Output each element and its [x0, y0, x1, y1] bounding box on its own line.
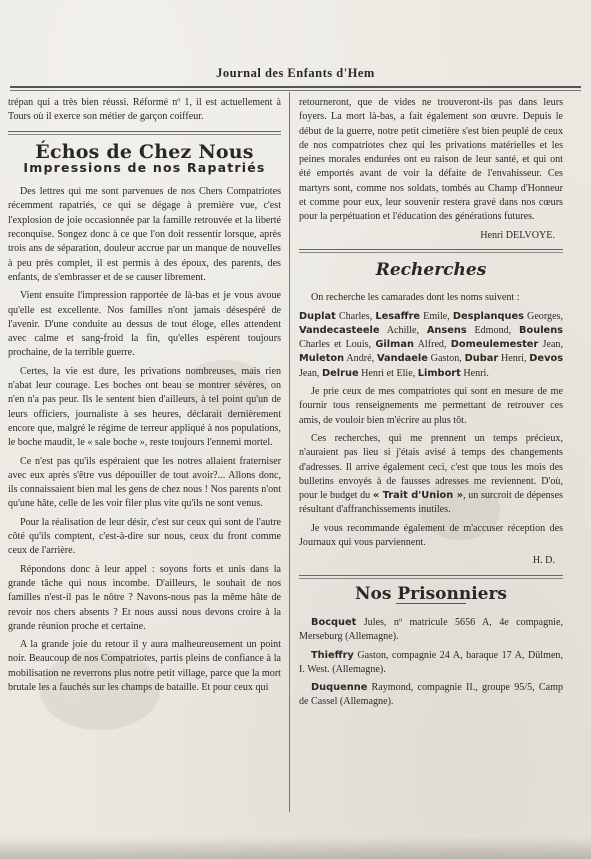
- prisoner-name: Thieffry: [311, 649, 354, 661]
- right-column: [299, 96, 563, 714]
- section-rule-thin: [8, 134, 281, 135]
- searched-name: Domeulemester: [450, 339, 539, 351]
- prisoner-entry: [299, 616, 563, 645]
- searched-name: Lesaffre: [375, 310, 421, 322]
- masthead-rule: [10, 86, 581, 88]
- searched-firstname: Charles,: [338, 310, 373, 322]
- searched-name: Ansens: [426, 324, 467, 336]
- article-paragraph: Ce n'est pas qu'ils espéraient que les notres allaient fraterniser avec eux après s'être vus dépouiller de tout avoir?... Allons donc, ils connaissaient bien mal les gens de chez nous ! Nos parents n'ont qu'une hâte, celle de les voir filer plus vite qu'ils ne sont venus.: [8, 455, 281, 510]
- left-intro-paragraph: trépan qui a très bien réussi. Réformé nº 1, il est actuellement à Tours où il exerce son métier de garçon coiffeur.: [8, 97, 281, 123]
- article-paragraph: Des lettres qui me sont parvenues de nos Chers Compatriotes récemment rapatriés, ce qui se dégage à première vue, c'est l'explosion de joie occasionnée par la famille retrouvée et la liberté reconquise. Songez donc à ce que l'on doit ressentir lorsque, après trois ans de séparation, douleur accrue par un manque de nouvelles à peu près complet, il est permis à des époux, des parents, des enfants, de s'embrasser et de se causer librement.: [8, 186, 281, 283]
- searched-firstname: Achille,: [386, 324, 419, 336]
- prisoner-details: Raymond, compagnie II., groupe 95/5, Camp de Cassel (Allemagne).: [299, 682, 563, 708]
- searched-name: Boulens: [519, 324, 563, 336]
- section-title-recherches: Recherches: [375, 259, 487, 280]
- article-paragraph: Pour la réalisation de leur désir, c'est sur ceux qui sont de l'autre côté qu'ils comptent, c'est-à-dire sur nous, ceux du front comme ceux de l'arrière.: [8, 516, 281, 557]
- article-paragraph: Répondons donc à leur appel : soyons forts et unis dans la grande tâche qui nous incombe. D'ailleurs, le souhait de nos familles n'est-il pas le nôtre ? Navons-nous pas la même hâte de revoir nos chers absents ? Et nous aussi nous devons croire à la grande réunion proche et certaine.: [8, 563, 281, 632]
- searched-name: Desplanques: [452, 310, 524, 322]
- section-rule: [299, 575, 563, 576]
- prisoner-details: Gaston, compagnie 24 A, baraque 17 A, Dülmen, I. West. (Allemagne).: [299, 649, 563, 675]
- prisoner-name: Duquenne: [311, 682, 368, 694]
- section-title-echos: Échos de Chez Nous: [35, 140, 254, 163]
- searched-firstname: Emile,: [423, 310, 450, 322]
- searched-name: Delrue: [322, 367, 359, 379]
- publication-name: « Trait d'Union »: [372, 490, 464, 502]
- searched-name: Gilman: [375, 339, 414, 351]
- recherches-text: , un surcroit de dépenses résultant d'affranchissements inutiles.: [299, 490, 563, 516]
- article-paragraph: A la grande joie du retour il y aura malheureusement un point noir. Beaucoup de nos Compatriotes, partis pleins de confiance à la mobilisation ne reverrons plus notre petit village, parce que la mort brutale les a fauchés sur les champs de bataille. Et pour ceux qui: [8, 639, 281, 693]
- prisoner-name: Bocquet: [311, 616, 357, 628]
- section-rule-thin: [299, 252, 563, 253]
- searched-name: Vandaele: [376, 353, 428, 365]
- recherches-paragraph: Je vous recommande également de m'accuser réception des Journaux qui vous parviennent.: [299, 522, 563, 549]
- column-separator: [289, 92, 290, 812]
- prisoner-details: Jules, nº matricule 5656 A, 4e compagnie, Merseburg (Allemagne).: [299, 616, 563, 643]
- article-paragraph: Certes, la vie est dure, les privations nombreuses, mais rien n'abat leur courage. Les boches ont beau se montrer sévères, on n'en n'a pas peur. Ils le sentent bien d'ailleurs, à tel point qu'un de leurs officiers, journaliste à ses heures, déclarait dernièrement encore que, malgré le régime de terreur appliqué à nos populations, le boche maudit, le « sale boche », reste toujours l'ennemi mortel.: [8, 365, 281, 449]
- recherches-intro: On recherche les camarades dont les noms suivent :: [311, 292, 520, 304]
- masthead-rule-thin: [10, 90, 581, 91]
- signature: Henri DELVOYE.: [480, 229, 555, 241]
- page-bottom-edge: [0, 837, 591, 859]
- recherches-text: Ces recherches, qui me prennent un temps précieux, n'auraient pas lieu si j'étais avisé à temps des changements d'adresses. Il arrive également ceci, c'est que tous les mois des bulletins envoyés à de fausses adresses me reviennent. D'où, pour le budget du: [299, 432, 563, 502]
- searched-firstname: Henri,: [500, 353, 527, 365]
- searched-firstname: Alfred,: [417, 339, 447, 351]
- searched-name: Limbort: [417, 367, 461, 379]
- section-rule: [8, 131, 281, 132]
- searched-firstname: Jean,: [299, 367, 320, 379]
- searched-firstname: Henri et Elie,: [361, 367, 416, 379]
- section-rule-thin: [299, 578, 563, 579]
- recherches-paragraph: [299, 432, 563, 518]
- article-paragraph: Vient ensuite l'impression rapportée de là-bas et je vous avoue qu'elle est excellente. Nos familles n'ont jamais désespéré de l'avenir. D'une conduite au dessus de tout éloge, elles attendent avec calme et sang-froid la fin, qu'elles espèrent toujours prochaine, de la terrible guerre.: [8, 290, 281, 359]
- section-title-prisonniers: Nos Prisonniers: [355, 583, 507, 604]
- left-column: [8, 96, 281, 699]
- article-continuation: retourneront, que de vides ne trouveront-ils pas dans leurs foyers. La mort là-bas, a fait également son œuvre. Depuis le début de la guerre, notre petit cimetière s'est bien peuplé de ceux de nos compatriotes chez qui les privations matérielles et les peines morales endurées ont eu raison de leur santé, et qui ont été emportés avant de voir la défaite de l'envahisseur. Ces martyrs sont, comme nos soldats, tombés au Champ d'Honneur et comme pour eux, leur souvenir restera gravé dans nos cœurs pour la perpétuation et l'éducation des générations futures.: [299, 97, 563, 223]
- searched-name: Devos: [529, 353, 564, 365]
- searched-firstname: Georges,: [527, 310, 564, 322]
- searched-firstname: Jean,: [542, 339, 564, 351]
- searched-name: Duplat: [299, 310, 336, 322]
- searched-firstname: Edmond,: [474, 324, 512, 336]
- prisoner-entry: [299, 649, 563, 678]
- masthead: Journal des Enfants d'Hem: [216, 66, 375, 80]
- section-rule: [299, 249, 563, 250]
- section-subtitle-impressions: Impressions de nos Rapatriés: [23, 159, 266, 175]
- recherches-paragraph: Je prie ceux de mes compatriotes qui sont en mesure de me fournir tous renseignements me permettant de retrouver ces amis, de vouloir bien m'écrire au plus tôt.: [299, 386, 563, 426]
- signature: H. D.: [532, 555, 555, 567]
- searched-name: Muleton: [299, 353, 345, 365]
- searched-firstname: André,: [346, 353, 375, 365]
- searched-firstname: Henri.: [463, 367, 489, 379]
- searched-firstname: Charles et Louis,: [299, 339, 372, 351]
- searched-name: Vandecasteele: [299, 324, 380, 336]
- searched-name: Dubar: [464, 353, 499, 365]
- prisoner-entry: [299, 681, 563, 710]
- recherches-names-list: [299, 310, 563, 381]
- searched-firstname: Gaston,: [430, 353, 462, 365]
